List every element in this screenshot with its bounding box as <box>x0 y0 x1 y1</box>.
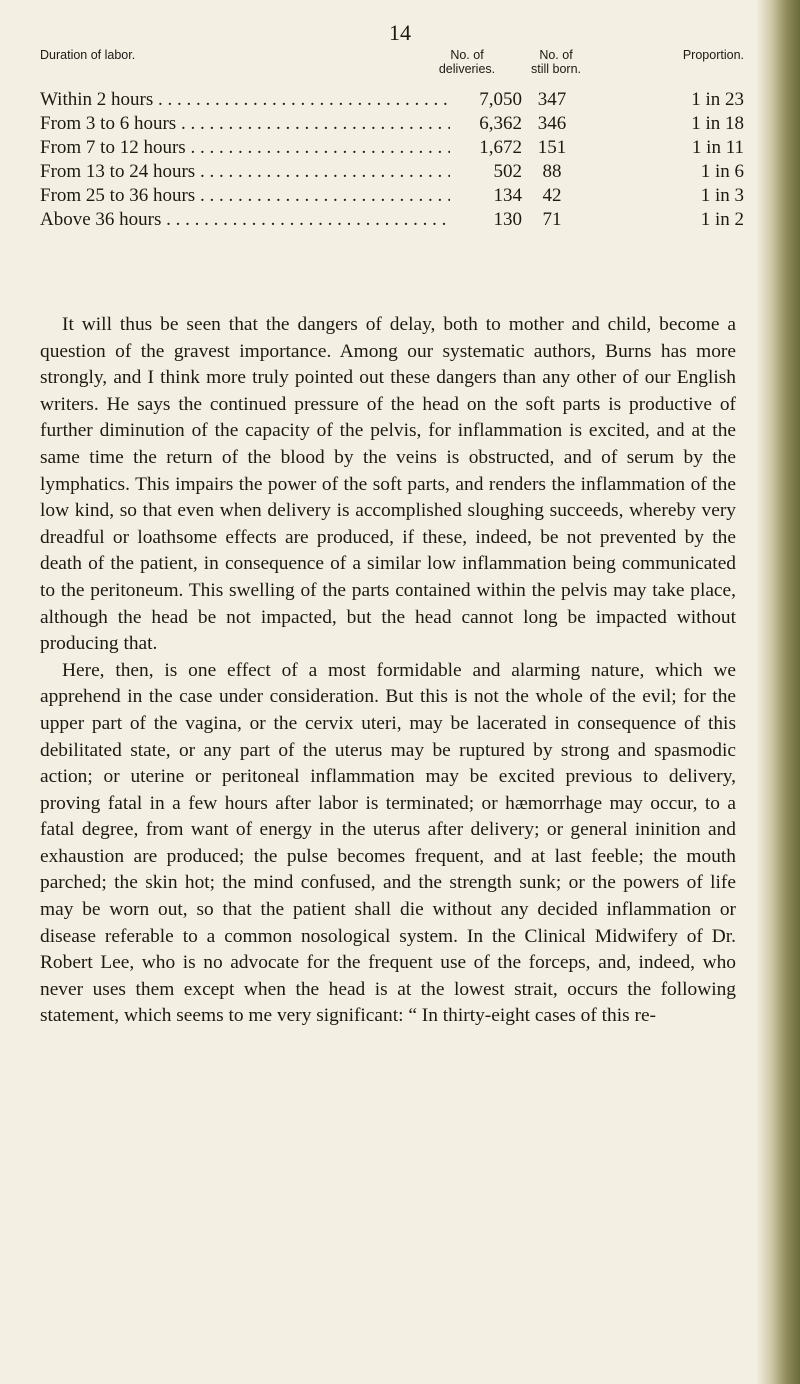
body-text <box>40 312 736 1030</box>
paragraph: Here, then, is one effect of a most formidable and alarming nature, which we apprehend in the case under consideration. But this is not the whole of the evil; for the upper part of the vagina, or the cervix uteri, may be lacerated in consequence of this debilitated state, or any part of the uterus may be ruptured by strong and spasmodic action; or uterine or peritoneal inflammation may be excited previous to delivery, proving fatal in a few hours after labor is terminated; or hæmorrhage may occur, to a fatal degree, from want of energy in the uterus after delivery; or general ininition and exhaustion are produced; the pulse becomes frequent, and at last feeble; the mouth parched; the skin hot; the mind confused, and the strength sunk; or the powers of life may be worn out, so that the patient shall die without any decided inflammation or disease referable to a common nosological system. In the Clinical Midwifery of Dr. Robert Lee, who is no advocate for the frequent use of the forceps, and, indeed, who never uses them except when the head is at the lowest strait, occurs the following statement, which seems to me very significant: “ In thirty-eight cases of this re- <box>40 659 736 1027</box>
row-proportion: 1 in 6 <box>700 161 744 182</box>
row-duration: From 3 to 6 hours . . . <box>40 112 510 136</box>
table-row <box>40 208 744 232</box>
row-duration: Within 2 hours . . . <box>40 88 510 112</box>
row-proportion: 1 in 18 <box>691 113 744 134</box>
row-deliveries: 1,672 <box>450 136 522 160</box>
row-duration: From 25 to 36 hours . . . <box>40 184 510 208</box>
table-row <box>40 88 744 112</box>
table-row <box>40 184 744 208</box>
page-binding-edge <box>756 0 800 1384</box>
row-stillborn: 42 <box>542 185 562 206</box>
row-stillborn: 347 <box>537 89 567 110</box>
row-stillborn: 88 <box>542 161 562 182</box>
row-duration: Above 36 hours . . . <box>40 208 510 232</box>
header-stillborn-line1: No. of <box>539 48 573 62</box>
header-deliveries-line2: deliveries. <box>438 62 496 76</box>
header-deliveries-line1: No. of <box>450 48 484 62</box>
table-row <box>40 160 744 184</box>
row-deliveries: 134 <box>450 184 522 208</box>
row-duration: From 7 to 12 hours . . . <box>40 136 510 160</box>
row-deliveries: 130 <box>450 208 522 232</box>
table-header <box>40 48 744 88</box>
row-proportion: 1 in 23 <box>691 89 744 110</box>
row-proportion: 1 in 3 <box>700 185 744 206</box>
row-duration: From 13 to 24 hours . . . <box>40 160 510 184</box>
statistics-table <box>40 48 744 232</box>
row-deliveries: 7,050 <box>450 88 522 112</box>
header-proportion: Proportion. <box>682 48 744 62</box>
header-stillborn <box>514 48 598 76</box>
table-row <box>40 136 744 160</box>
table-row <box>40 112 744 136</box>
page-number: 14 <box>389 20 411 45</box>
paragraph: It will thus be seen that the dangers of delay, both to mother and child, become a question of the gravest importance. Among our systematic authors, Burns has more strongly, and I think more truly pointed out these dangers than any other of our English writers. He says the continued pressure of the head on the soft parts is productive of further diminution of the capacity of the pelvis, for inflammation is excited, and at the same time the return of the blood by the veins is obstructed, and of serum by the lymphatics. This impairs the power of the soft parts, and renders the inflammation of the low kind, so that even when delivery is accomplished sloughing succeeds, whereby very dreadful or loathsome effects are produced, if these, indeed, be not prevented by the death of the patient, in consequence of a similar low inflammation being communicated to the peritoneum. This swelling of the parts contained within the pelvis may take place, although the head be not impacted, but the head cannot long be impacted without producing that. <box>40 314 736 655</box>
header-stillborn-line2: still born. <box>530 62 582 76</box>
row-proportion: 1 in 11 <box>691 137 744 158</box>
row-stillborn: 151 <box>537 137 567 158</box>
row-proportion: 1 in 2 <box>700 209 744 230</box>
row-deliveries: 502 <box>450 160 522 184</box>
header-deliveries <box>425 48 509 76</box>
row-deliveries: 6,362 <box>450 112 522 136</box>
row-stillborn: 71 <box>542 209 562 230</box>
row-stillborn: 346 <box>537 113 567 134</box>
header-duration: Duration of labor. <box>40 48 136 62</box>
